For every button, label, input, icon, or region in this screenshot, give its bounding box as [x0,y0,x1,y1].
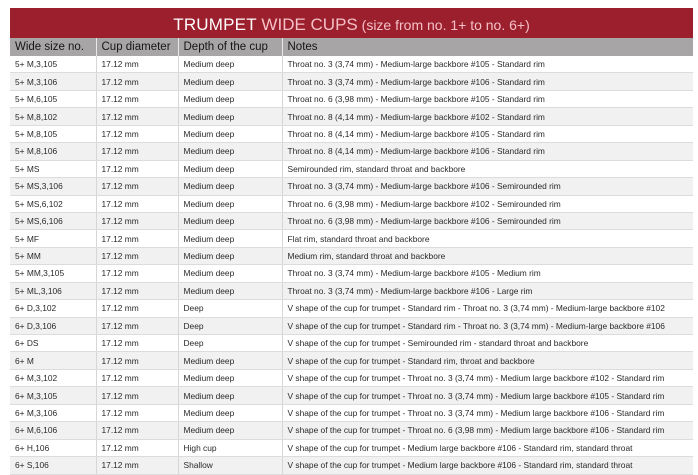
cell-notes: Flat rim, standard throat and backbore [282,230,693,247]
cell-notes: Throat no. 8 (4,14 mm) - Medium-large backbore #105 - Standard rim [282,125,693,142]
cell-diameter: 17.12 mm [96,90,178,107]
cell-diameter: 17.12 mm [96,178,178,195]
cell-notes: V shape of the cup for trumpet - Throat no. 3 (3,74 mm) - Medium large backbore #106 - Standard rim [282,404,693,421]
cell-notes: Throat no. 6 (3,98 mm) - Medium-large backbore #102 - Semirounded rim [282,195,693,212]
column-header-depth: Depth of the cup [178,38,282,56]
cell-diameter: 17.12 mm [96,282,178,299]
cell-depth: Medium deep [178,160,282,177]
table-row [10,143,693,160]
table-row [10,212,693,229]
cell-diameter: 17.12 mm [96,230,178,247]
cell-size: 5+ MS,6,106 [10,212,96,229]
table-row [10,335,693,352]
table-row [10,90,693,107]
cell-notes: V shape of the cup for trumpet - Medium large backbore #106 - Standard rim, standard throat [282,457,693,474]
title-subtitle: (size from no. 1+ to no. 6+) [357,17,530,33]
cell-notes: V shape of the cup for trumpet - Semirounded rim - standard throat and backbore [282,335,693,352]
cell-notes: Throat no. 8 (4,14 mm) - Medium-large backbore #106 - Standard rim [282,143,693,160]
column-header-size: Wide size no. [10,38,96,56]
cell-depth: High cup [178,439,282,456]
cell-notes: Medium rim, standard throat and backbore [282,247,693,264]
cell-size: 5+ M,8,102 [10,108,96,125]
table-row [10,369,693,386]
cell-depth: Medium deep [178,90,282,107]
table-row [10,108,693,125]
table-row [10,195,693,212]
cell-diameter: 17.12 mm [96,195,178,212]
cell-diameter: 17.12 mm [96,212,178,229]
table-row [10,73,693,90]
cell-size: 6+ M,3,106 [10,404,96,421]
table-row [10,230,693,247]
cell-depth: Medium deep [178,108,282,125]
cell-size: 5+ MS [10,160,96,177]
cell-diameter: 17.12 mm [96,335,178,352]
cell-diameter: 17.12 mm [96,369,178,386]
table-row [10,352,693,369]
cell-size: 6+ M,3,102 [10,369,96,386]
cell-depth: Medium deep [178,352,282,369]
cell-diameter: 17.12 mm [96,352,178,369]
table-row [10,457,693,474]
cell-depth: Deep [178,317,282,334]
table-row [10,178,693,195]
cell-depth: Deep [178,335,282,352]
cell-depth: Medium deep [178,125,282,142]
table-row [10,56,693,73]
cell-size: 5+ MS,6,102 [10,195,96,212]
cell-notes: Throat no. 3 (3,74 mm) - Medium-large backbore #105 - Standard rim [282,56,693,73]
cell-size: 6+ S,106 [10,457,96,474]
cell-depth: Medium deep [178,369,282,386]
table-row [10,317,693,334]
title-accent: WIDE CUPS [261,15,358,34]
cell-notes: V shape of the cup for trumpet - Standard rim, throat and backbore [282,352,693,369]
cell-notes: Throat no. 3 (3,74 mm) - Medium-large backbore #106 - Semirounded rim [282,178,693,195]
column-header-notes: Notes [282,38,693,56]
cell-size: 5+ ML,3,106 [10,282,96,299]
cell-depth: Medium deep [178,178,282,195]
cell-size: 5+ MM,3,105 [10,265,96,282]
cell-size: 5+ MS,3,106 [10,178,96,195]
table-row [10,247,693,264]
cell-depth: Medium deep [178,212,282,229]
cell-notes: Semirounded rim, standard throat and backbore [282,160,693,177]
cell-size: 5+ M,8,105 [10,125,96,142]
cell-notes: V shape of the cup for trumpet - Standard rim - Throat no. 3 (3,74 mm) - Medium-large backbore #106 [282,317,693,334]
cell-size: 6+ M [10,352,96,369]
cell-diameter: 17.12 mm [96,56,178,73]
cell-notes: Throat no. 3 (3,74 mm) - Medium-large backbore #106 - Large rim [282,282,693,299]
cell-depth: Medium deep [178,73,282,90]
cell-diameter: 17.12 mm [96,457,178,474]
title-main: TRUMPET [173,15,262,34]
cell-size: 6+ M,3,105 [10,387,96,404]
column-header-diameter: Cup diameter [96,38,178,56]
table-row [10,265,693,282]
cell-size: 6+ DS [10,335,96,352]
cell-notes: V shape of the cup for trumpet - Medium large backbore #106 - Standard rim, standard throat [282,439,693,456]
cell-size: 6+ H,106 [10,439,96,456]
cell-depth: Deep [178,300,282,317]
cell-depth: Medium deep [178,282,282,299]
cell-diameter: 17.12 mm [96,265,178,282]
cell-notes: V shape of the cup for trumpet - Throat no. 3 (3,74 mm) - Medium large backbore #105 - Standard rim [282,387,693,404]
cell-depth: Medium deep [178,230,282,247]
cell-depth: Medium deep [178,247,282,264]
cell-diameter: 17.12 mm [96,143,178,160]
cell-notes: V shape of the cup for trumpet - Standard rim - Throat no. 3 (3,74 mm) - Medium-large backbore #102 [282,300,693,317]
cell-diameter: 17.12 mm [96,404,178,421]
cell-depth: Shallow [178,457,282,474]
cell-depth: Medium deep [178,422,282,439]
cell-diameter: 17.12 mm [96,387,178,404]
cell-depth: Medium deep [178,143,282,160]
cell-diameter: 17.12 mm [96,422,178,439]
cell-notes: Throat no. 3 (3,74 mm) - Medium-large backbore #105 - Medium rim [282,265,693,282]
table-row [10,387,693,404]
cell-size: 5+ M,6,105 [10,90,96,107]
cell-notes: Throat no. 6 (3,98 mm) - Medium-large backbore #106 - Semirounded rim [282,212,693,229]
cell-diameter: 17.12 mm [96,317,178,334]
table-row [10,300,693,317]
cell-diameter: 17.12 mm [96,125,178,142]
table-row [10,422,693,439]
cell-notes: V shape of the cup for trumpet - Throat no. 6 (3,98 mm) - Medium large backbore #106 - Standard rim [282,422,693,439]
cell-size: 6+ D,3,106 [10,317,96,334]
cell-size: 6+ M,6,106 [10,422,96,439]
table-row [10,404,693,421]
cell-diameter: 17.12 mm [96,160,178,177]
cell-notes: Throat no. 8 (4,14 mm) - Medium-large backbore #102 - Standard rim [282,108,693,125]
cell-depth: Medium deep [178,387,282,404]
cell-depth: Medium deep [178,265,282,282]
wide-cups-table [10,38,693,475]
cell-depth: Medium deep [178,195,282,212]
cell-notes: Throat no. 3 (3,74 mm) - Medium-large backbore #106 - Standard rim [282,73,693,90]
table-header-row [10,38,693,56]
table-row [10,160,693,177]
cell-diameter: 17.12 mm [96,247,178,264]
title-banner [10,8,693,38]
cell-size: 5+ MM [10,247,96,264]
cell-diameter: 17.12 mm [96,73,178,90]
cell-diameter: 17.12 mm [96,439,178,456]
cell-depth: Medium deep [178,56,282,73]
cell-size: 5+ M,3,105 [10,56,96,73]
cell-notes: Throat no. 6 (3,98 mm) - Medium-large backbore #105 - Standard rim [282,90,693,107]
table-row [10,125,693,142]
cell-size: 5+ M,3,106 [10,73,96,90]
table-row [10,439,693,456]
cell-depth: Medium deep [178,404,282,421]
table-row [10,282,693,299]
cell-size: 5+ MF [10,230,96,247]
cell-diameter: 17.12 mm [96,108,178,125]
cell-diameter: 17.12 mm [96,300,178,317]
cell-size: 5+ M,8,106 [10,143,96,160]
cell-size: 6+ D,3,102 [10,300,96,317]
cell-notes: V shape of the cup for trumpet - Throat no. 3 (3,74 mm) - Medium large backbore #102 - Standard rim [282,369,693,386]
